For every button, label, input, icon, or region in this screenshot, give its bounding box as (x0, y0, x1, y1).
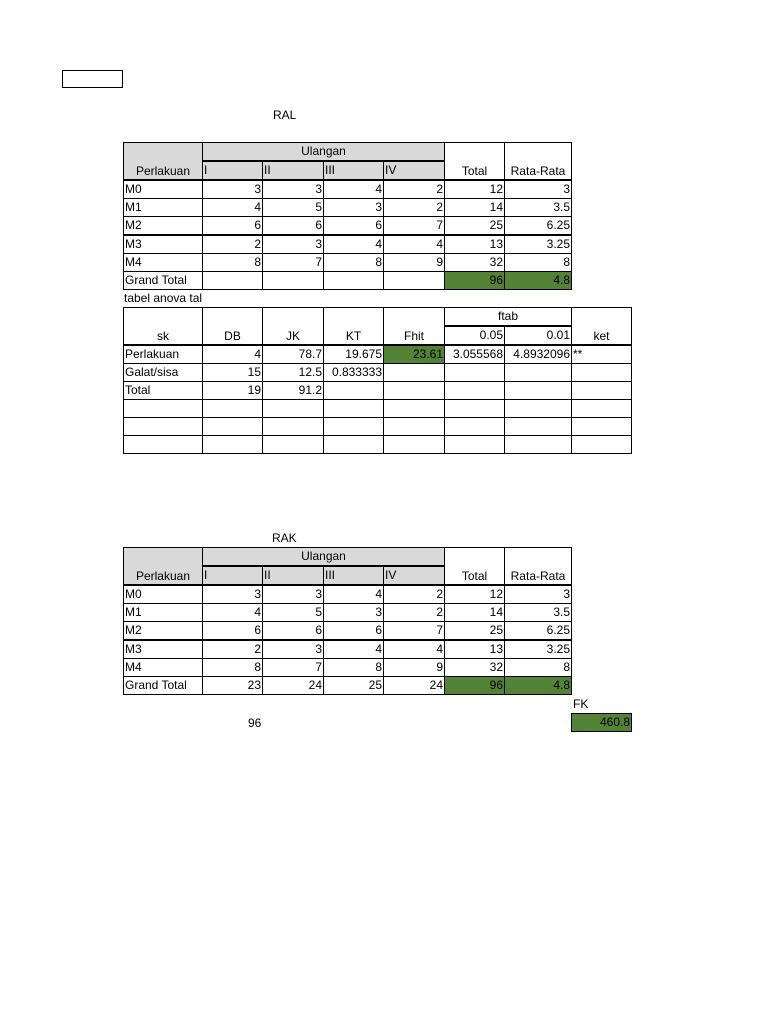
anova-sk-cell[interactable]: Total (123, 381, 203, 400)
empty-cell[interactable] (504, 435, 572, 454)
anova-ket-cell[interactable] (571, 363, 632, 382)
value-cell[interactable]: 9 (383, 658, 445, 677)
value-cell[interactable]: 4 (383, 640, 445, 659)
anova-f001-cell[interactable]: 4.8932096 (504, 345, 572, 364)
kt-header[interactable]: KT (323, 307, 384, 345)
ftab-header[interactable]: ftab (444, 307, 572, 326)
value-cell[interactable]: 5 (262, 198, 324, 217)
value-cell[interactable]: 4 (323, 585, 384, 604)
fk-value[interactable]: 460.8 (571, 713, 632, 732)
grand-total-value[interactable] (262, 271, 324, 290)
fk-label: FK (573, 697, 589, 711)
value-cell[interactable]: 3 (323, 198, 384, 217)
value-cell[interactable]: 3 (202, 585, 263, 604)
grand-total-label[interactable]: Grand Total (123, 676, 203, 695)
anova-kt-cell[interactable]: 0.833333 (323, 363, 384, 382)
rata-cell[interactable]: 3 (504, 180, 572, 199)
empty-cell[interactable] (504, 399, 572, 418)
value-cell[interactable]: 2 (383, 603, 445, 622)
anova-kt-cell[interactable] (323, 381, 384, 400)
grand-total-sum[interactable]: 96 (444, 271, 505, 290)
empty-cell[interactable] (504, 417, 572, 436)
grand-total-value[interactable]: 25 (323, 676, 384, 695)
anova-jk-cell[interactable]: 91.2 (262, 381, 324, 400)
empty-cell[interactable] (444, 435, 505, 454)
value-cell[interactable]: 6 (262, 621, 324, 640)
ket-header[interactable]: ket (571, 307, 632, 345)
rata-cell[interactable]: 3.25 (504, 235, 572, 254)
value-cell[interactable]: 3 (262, 180, 324, 199)
f001-header[interactable]: 0.01 (504, 326, 572, 345)
anova-f005-cell[interactable] (444, 363, 505, 382)
perlakuan-header[interactable]: Perlakuan (123, 142, 203, 180)
anova-f001-cell[interactable] (504, 381, 572, 400)
grand-total-value[interactable] (383, 271, 445, 290)
total-cell[interactable]: 12 (444, 585, 505, 604)
sk-header[interactable]: sk (123, 307, 203, 345)
value-cell[interactable]: 4 (202, 198, 263, 217)
anova-jk-cell[interactable]: 12.5 (262, 363, 324, 382)
db-header[interactable]: DB (202, 307, 263, 345)
value-cell[interactable]: 3 (202, 180, 263, 199)
empty-cell[interactable] (571, 399, 632, 418)
rata-cell[interactable]: 8 (504, 658, 572, 677)
value-cell[interactable]: 7 (262, 253, 324, 272)
rata-cell[interactable]: 3.5 (504, 603, 572, 622)
value-cell[interactable]: 8 (323, 658, 384, 677)
value-cell[interactable]: 6 (262, 216, 324, 235)
anova-db-cell[interactable]: 19 (202, 381, 263, 400)
value-cell[interactable]: 4 (202, 603, 263, 622)
empty-cell[interactable] (323, 435, 384, 454)
total-cell[interactable]: 14 (444, 603, 505, 622)
value-cell[interactable]: 2 (383, 198, 445, 217)
empty-cell[interactable] (123, 417, 203, 436)
value-cell[interactable]: 6 (323, 216, 384, 235)
total-cell[interactable]: 25 (444, 216, 505, 235)
empty-cell[interactable] (444, 417, 505, 436)
total-cell[interactable]: 25 (444, 621, 505, 640)
rep-header[interactable]: IV (383, 566, 445, 585)
empty-cell[interactable] (323, 399, 384, 418)
rep-header[interactable]: II (262, 161, 324, 180)
empty-cell[interactable] (383, 435, 445, 454)
empty-cell[interactable] (323, 417, 384, 436)
total-cell[interactable]: 13 (444, 235, 505, 254)
value-cell[interactable]: 6 (202, 216, 263, 235)
anova-kt-cell[interactable]: 19.675 (323, 345, 384, 364)
anova-f001-cell[interactable] (504, 363, 572, 382)
value-cell[interactable]: 8 (323, 253, 384, 272)
empty-cell[interactable] (383, 417, 445, 436)
empty-cell[interactable] (202, 399, 263, 418)
rata-cell[interactable]: 3 (504, 585, 572, 604)
empty-cell[interactable] (202, 417, 263, 436)
rep-header[interactable]: I (202, 161, 263, 180)
rak-title: RAK (272, 531, 297, 545)
value-cell[interactable]: 4 (323, 235, 384, 254)
total-cell[interactable]: 12 (444, 180, 505, 199)
total-cell[interactable]: 32 (444, 253, 505, 272)
row-label[interactable]: M2 (123, 216, 203, 235)
rep-header[interactable]: III (323, 566, 384, 585)
row-label[interactable]: M0 (123, 585, 203, 604)
total-cell[interactable]: 32 (444, 658, 505, 677)
value-cell[interactable]: 2 (383, 585, 445, 604)
grand-total-value[interactable] (323, 271, 384, 290)
anova-fhit-cell[interactable] (383, 363, 445, 382)
value-cell[interactable]: 4 (323, 180, 384, 199)
value-cell[interactable]: 2 (202, 640, 263, 659)
grand-total-mean[interactable]: 4.8 (504, 676, 572, 695)
fhit-header[interactable]: Fhit (383, 307, 445, 345)
empty-cell[interactable] (262, 417, 324, 436)
total-header[interactable]: Total (444, 547, 505, 585)
selected-cell-box[interactable] (62, 70, 123, 88)
grand-total-mean[interactable]: 4.8 (504, 271, 572, 290)
anova-ket-cell[interactable]: ** (571, 345, 632, 364)
ulangan-header[interactable]: Ulangan (202, 142, 445, 161)
row-label[interactable]: M4 (123, 658, 203, 677)
empty-cell[interactable] (202, 435, 263, 454)
value-cell[interactable]: 7 (383, 216, 445, 235)
ral-title: RAL (273, 108, 297, 122)
anova-fhit-cell[interactable] (383, 381, 445, 400)
value-cell[interactable]: 8 (202, 253, 263, 272)
value-cell[interactable]: 4 (323, 640, 384, 659)
rata-header[interactable]: Rata-Rata (504, 142, 572, 180)
rep-header[interactable]: I (202, 566, 263, 585)
grand-total-label[interactable]: Grand Total (123, 271, 203, 290)
value-cell[interactable]: 3 (262, 640, 324, 659)
rata-cell[interactable]: 6.25 (504, 216, 572, 235)
total-header[interactable]: Total (444, 142, 505, 180)
value-cell[interactable]: 2 (202, 235, 263, 254)
row-label[interactable]: M0 (123, 180, 203, 199)
anova-db-cell[interactable]: 4 (202, 345, 263, 364)
value-cell[interactable]: 3 (262, 235, 324, 254)
empty-cell[interactable] (262, 435, 324, 454)
value-cell[interactable]: 3 (262, 585, 324, 604)
loose-value: 96 (248, 716, 262, 730)
rep-header[interactable]: II (262, 566, 324, 585)
perlakuan-header[interactable]: Perlakuan (123, 547, 203, 585)
value-cell[interactable]: 6 (202, 621, 263, 640)
empty-cell[interactable] (123, 435, 203, 454)
value-cell[interactable]: 6 (323, 621, 384, 640)
grand-total-value[interactable]: 24 (383, 676, 445, 695)
anova-jk-cell[interactable]: 78.7 (262, 345, 324, 364)
value-cell[interactable]: 2 (383, 180, 445, 199)
grand-total-sum[interactable]: 96 (444, 676, 505, 695)
rata-cell[interactable]: 3.25 (504, 640, 572, 659)
empty-cell[interactable] (383, 399, 445, 418)
anova-fhit-cell[interactable]: 23.61 (383, 345, 445, 364)
anova-sk-cell[interactable]: Galat/sisa (123, 363, 203, 382)
empty-cell[interactable] (571, 417, 632, 436)
rep-header[interactable]: III (323, 161, 384, 180)
value-cell[interactable]: 9 (383, 253, 445, 272)
f005-header[interactable]: 0.05 (444, 326, 505, 345)
value-cell[interactable]: 7 (262, 658, 324, 677)
grand-total-value[interactable] (202, 271, 263, 290)
value-cell[interactable]: 5 (262, 603, 324, 622)
grand-total-value[interactable]: 24 (262, 676, 324, 695)
anova-f005-cell[interactable] (444, 381, 505, 400)
rep-header[interactable]: IV (383, 161, 445, 180)
row-label[interactable]: M3 (123, 640, 203, 659)
row-label[interactable]: M1 (123, 603, 203, 622)
jk-header[interactable]: JK (262, 307, 324, 345)
empty-cell[interactable] (262, 399, 324, 418)
row-label[interactable]: M4 (123, 253, 203, 272)
row-label[interactable]: M1 (123, 198, 203, 217)
value-cell[interactable]: 8 (202, 658, 263, 677)
rata-cell[interactable]: 3.5 (504, 198, 572, 217)
anova-db-cell[interactable]: 15 (202, 363, 263, 382)
value-cell[interactable]: 3 (323, 603, 384, 622)
empty-cell[interactable] (571, 435, 632, 454)
rata-cell[interactable]: 8 (504, 253, 572, 272)
rata-header[interactable]: Rata-Rata (504, 547, 572, 585)
empty-cell[interactable] (123, 399, 203, 418)
grand-total-value[interactable]: 23 (202, 676, 263, 695)
row-label[interactable]: M3 (123, 235, 203, 254)
anova-f005-cell[interactable]: 3.055568 (444, 345, 505, 364)
rata-cell[interactable]: 6.25 (504, 621, 572, 640)
value-cell[interactable]: 7 (383, 621, 445, 640)
total-cell[interactable]: 13 (444, 640, 505, 659)
ulangan-header[interactable]: Ulangan (202, 547, 445, 566)
total-cell[interactable]: 14 (444, 198, 505, 217)
anova-sk-cell[interactable]: Perlakuan (123, 345, 203, 364)
empty-cell[interactable] (444, 399, 505, 418)
anova-ket-cell[interactable] (571, 381, 632, 400)
value-cell[interactable]: 4 (383, 235, 445, 254)
anova-title: tabel anova tal (124, 291, 203, 305)
row-label[interactable]: M2 (123, 621, 203, 640)
